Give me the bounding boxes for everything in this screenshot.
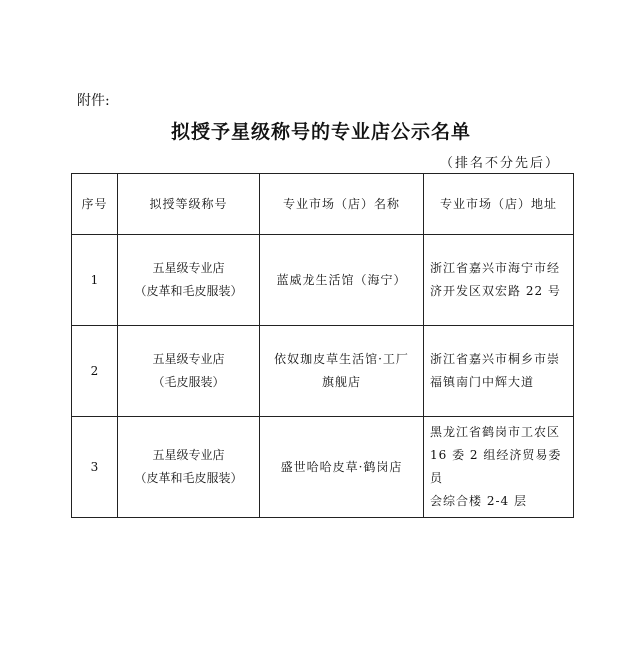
level-line: 五星级专业店: [152, 352, 225, 366]
address-line: 福镇南门中辉大道: [430, 375, 535, 389]
row-level: [118, 326, 260, 417]
name-line: 盛世哈哈皮草·鹤岗店: [280, 459, 403, 474]
address-line: 济开发区双宏路 22 号: [430, 284, 561, 298]
table-row: [72, 417, 574, 518]
store-list-table: [71, 173, 574, 518]
name-line: 依奴珈皮草生活馆·工厂: [274, 352, 409, 366]
header-level: 拟授等级称号: [118, 174, 260, 235]
document-title: 拟授予星级称号的专业店公示名单: [170, 121, 471, 143]
address-line: 16 委 2 组经济贸易委员: [430, 448, 562, 485]
row-no: 1: [72, 235, 118, 326]
name-line: 旗舰店: [321, 375, 361, 389]
header-store-name: 专业市场（店）名称: [260, 174, 424, 235]
row-no: 2: [72, 326, 118, 417]
row-store-address: [424, 326, 574, 417]
level-line: （皮革和毛皮服装）: [134, 471, 243, 485]
table-row: [72, 235, 574, 326]
level-line: 五星级专业店: [152, 261, 225, 275]
row-store-address: [424, 417, 574, 518]
row-level: [118, 235, 260, 326]
address-line: 会综合楼 2-4 层: [430, 494, 527, 508]
level-line: （皮革和毛皮服装）: [134, 284, 243, 298]
level-line: （毛皮服装）: [152, 375, 225, 389]
row-level: [118, 417, 260, 518]
header-store-address: 专业市场（店）地址: [424, 174, 574, 235]
row-store-name: [260, 235, 424, 326]
table-header-row: [72, 174, 574, 235]
table-row: [72, 326, 574, 417]
level-line: 五星级专业店: [152, 448, 225, 462]
row-store-name: [260, 417, 424, 518]
name-line: 蓝威龙生活馆（海宁）: [276, 272, 407, 287]
address-line: 黑龙江省鹤岗市工农区: [430, 425, 561, 439]
attachment-label: 附件:: [77, 93, 110, 109]
row-store-address: [424, 235, 574, 326]
row-no: 3: [72, 417, 118, 518]
header-no: 序号: [72, 174, 118, 235]
address-line: 浙江省嘉兴市桐乡市崇: [430, 352, 561, 366]
ordering-note: （排名不分先后）: [439, 156, 560, 171]
row-store-name: [260, 326, 424, 417]
address-line: 浙江省嘉兴市海宁市经: [430, 261, 561, 275]
